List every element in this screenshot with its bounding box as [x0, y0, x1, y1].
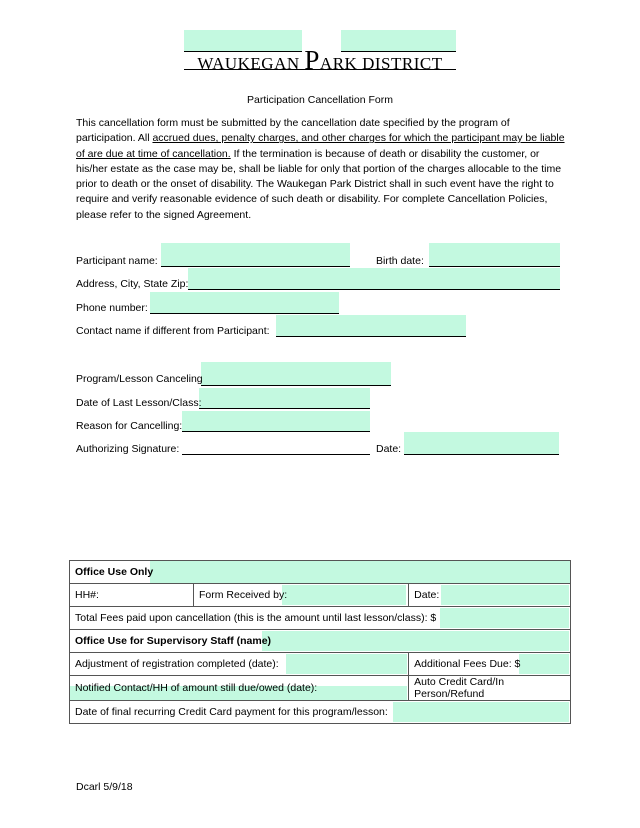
logo-word-1: WAUKEGAN: [197, 54, 300, 73]
signature-line[interactable]: [182, 454, 370, 455]
supervisory-fill[interactable]: [262, 631, 569, 651]
office-header-fill[interactable]: [150, 561, 570, 583]
office-use-table: [69, 560, 571, 724]
program-fill[interactable]: [201, 362, 391, 386]
participant-name-line: [161, 266, 350, 267]
reason-line: [182, 431, 370, 432]
total-fees-fill[interactable]: [440, 608, 569, 628]
address-fill[interactable]: [188, 268, 560, 290]
intro-text-1: This cancellation form must be submitted by the cancellation date specified by the program of participation. All: [76, 117, 510, 145]
intro-paragraph: [76, 116, 566, 223]
logo-word-2-initial: P: [304, 45, 320, 75]
auto-credit-label: Auto Credit Card/In Person/Refund: [414, 676, 505, 700]
logo-word-2-rest: ARK: [319, 54, 358, 73]
birth-date-label: Birth date:: [376, 255, 424, 267]
reason-fill[interactable]: [182, 411, 370, 432]
sign-date-label: Date:: [376, 443, 402, 455]
final-payment-fill[interactable]: [393, 702, 569, 722]
form-received-fill[interactable]: [282, 585, 406, 605]
sign-date-line: [404, 454, 559, 455]
adjustment-fill[interactable]: [286, 654, 407, 674]
program-label: Program/Lesson Canceling: [76, 373, 203, 385]
last-lesson-line: [199, 408, 370, 409]
additional-fees-cell: [409, 653, 571, 676]
final-payment-label: Date of final recurring Credit Card payment for this program/lesson:: [75, 706, 388, 718]
program-line: [201, 385, 391, 386]
hh-label: HH#:: [75, 589, 99, 601]
reason-label: Reason for Cancelling:: [76, 420, 183, 432]
office-date-label: Date:: [414, 589, 440, 601]
notified-cell: [70, 676, 409, 701]
notified-label: Notified Contact/HH of amount still due/owed (date):: [75, 682, 318, 694]
additional-fees-label: Additional Fees Due: $: [414, 658, 521, 670]
logo-word-3: DISTRICT: [362, 54, 443, 73]
participant-name-fill[interactable]: [161, 243, 350, 267]
sign-date-fill[interactable]: [404, 432, 559, 455]
signature-label: Authorizing Signature:: [76, 443, 180, 455]
office-header-label: Office Use Only: [75, 566, 154, 578]
contact-fill[interactable]: [276, 315, 466, 337]
phone-label: Phone number:: [76, 302, 148, 314]
auto-credit-cell: [409, 676, 571, 701]
adjustment-cell: [70, 653, 409, 676]
participant-name-label: Participant name:: [76, 255, 158, 267]
last-lesson-label: Date of Last Lesson/Class:: [76, 397, 202, 409]
logo: [184, 45, 456, 76]
birth-date-line: [429, 266, 560, 267]
additional-fees-fill[interactable]: [519, 654, 569, 674]
final-payment-row: [70, 701, 571, 724]
logo-underline: [184, 69, 456, 70]
hh-cell: [70, 584, 194, 607]
form-title: Participation Cancellation Form: [247, 94, 393, 106]
address-line: [188, 289, 560, 290]
footer-code: Dcarl 5/9/18: [76, 781, 133, 793]
office-date-fill[interactable]: [441, 585, 569, 605]
form-received-cell: [194, 584, 409, 607]
office-header-row: [70, 561, 571, 584]
address-label: Address, City, State Zip:: [76, 278, 189, 290]
phone-line: [150, 313, 339, 314]
phone-fill[interactable]: [150, 292, 339, 314]
intro-text-2: If the termination is because of death or disability the customer, or his/her estate as the case may be, shall be liable for only that portion of the charges allocable to the time prior to death or the onset of disability. The Waukegan Park District shall in such event have the right to require and verify reasonable evidence of such death or disability. For complete Cancellation Policies, please refer to the signed Agreement.: [76, 147, 562, 221]
office-date-cell: [409, 584, 571, 607]
contact-label: Contact name if different from Participant:: [76, 325, 270, 337]
supervisory-label: Office Use for Supervisory Staff (name): [75, 635, 272, 647]
total-fees-label: Total Fees paid upon cancellation (this is the amount until last lesson/class): $: [75, 612, 437, 624]
form-received-label: Form Received by:: [199, 589, 288, 601]
birth-date-fill[interactable]: [429, 243, 560, 267]
contact-line: [276, 336, 466, 337]
supervisory-row: [70, 630, 571, 653]
adjustment-label: Adjustment of registration completed (date):: [75, 658, 279, 670]
last-lesson-fill[interactable]: [199, 388, 370, 409]
total-fees-row: [70, 607, 571, 630]
intro-underlined-text: accrued dues, penalty charges, and other charges for which the participant may be liable of are due at time of cancellation.: [76, 132, 565, 160]
